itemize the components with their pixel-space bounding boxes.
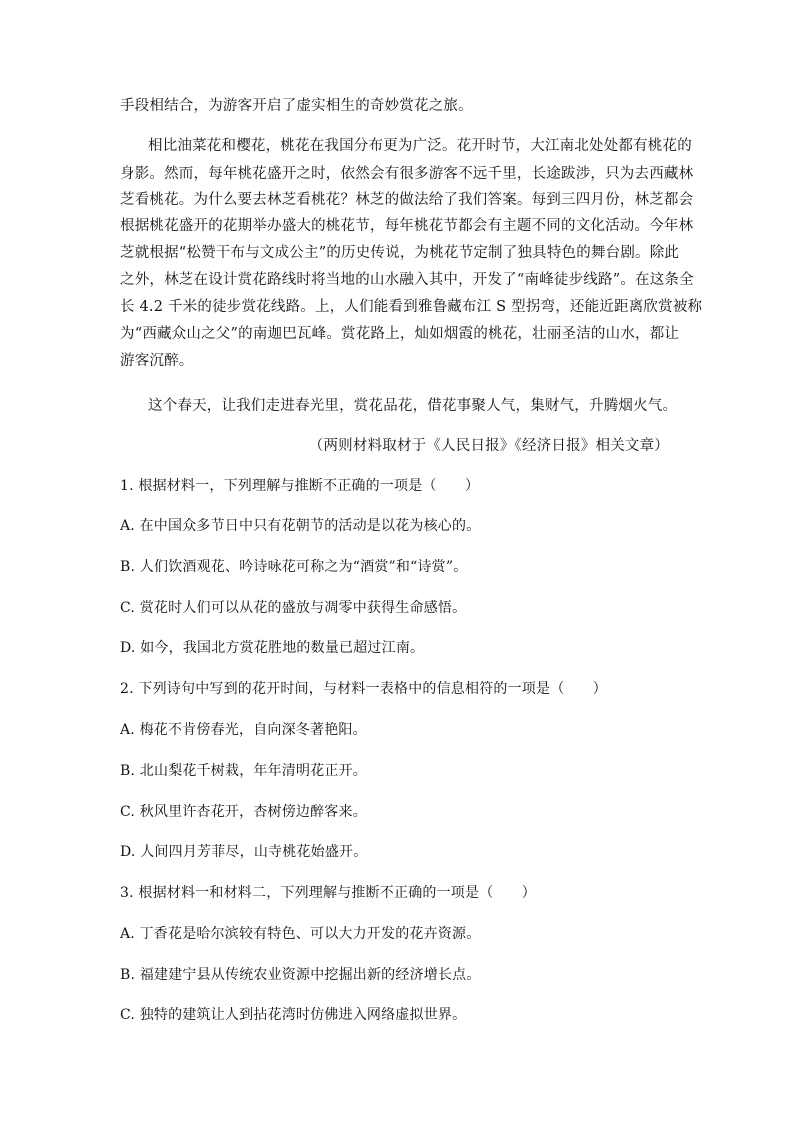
paragraph-line: 长 4.2 千米的徒步赏花线路。上，人们能看到雅鲁藏布江 S 型拐弯，还能近距离欣赏被称 (120, 299, 703, 315)
paragraph-line: 芝就根据“松赞干布与文成公主”的历史传说，为桃花节定制了独具特色的舞台剧。除此 (120, 245, 680, 261)
option-d: D. 如今，我国北方赏花胜地的数量已超过江南。 (120, 640, 425, 656)
question-stem: 2. 下列诗句中写到的花开时间，与材料一表格中的信息相符的一项是（ ） (120, 681, 608, 697)
paragraph-line: 手段相结合，为游客开启了虚实相生的奇妙赏花之旅。 (120, 98, 473, 114)
option-a: A. 梅花不肯傍春光，自向深冬著艳阳。 (120, 722, 367, 738)
option-b: B. 北山梨花千树栽，年年清明花正开。 (120, 763, 367, 779)
option-a: A. 丁香花是哈尔滨较有特色、可以大力开发的花卉资源。 (120, 926, 481, 942)
option-b: B. 人们饮酒观花、吟诗咏花可称之为“酒赏”和“诗赏”。 (120, 559, 468, 575)
option-c: C. 赏花时人们可以从花的盛放与凋零中获得生命感悟。 (120, 600, 467, 616)
paragraph-line: 相比油菜花和樱花，桃花在我国分布更为广泛。花开时节，大江南北处处都有桃花的 (148, 138, 692, 154)
question-stem: 1. 根据材料一，下列理解与推断不正确的一项是（ ） (120, 478, 480, 494)
option-c: C. 独特的建筑让人到拈花湾时仿佛进入网络虚拟世界。 (120, 1007, 467, 1023)
question-stem: 3. 根据材料一和材料二，下列理解与推断不正确的一项是（ ） (120, 885, 537, 901)
paragraph-line: 为“西藏众山之父”的南迦巴瓦峰。赏花路上，灿如烟霞的桃花，壮丽圣洁的山水，都让 (120, 326, 680, 342)
paragraph-line: 芝看桃花。为什么要去林芝看桃花？林芝的做法给了我们答案。每到三四月份，林芝都会 (120, 192, 694, 208)
paragraph-line: 之外，林芝在设计赏花路线时将当地的山水融入其中，开发了“南峰徒步线路”。在这条全 (120, 272, 694, 288)
option-c: C. 秋风里许杏花开，杏树傍边醉客来。 (120, 804, 367, 820)
paragraph-line: 根据桃花盛开的花期举办盛大的桃花节，每年桃花节都会有主题不同的文化活动。今年林 (120, 218, 694, 234)
option-a: A. 在中国众多节日中只有花朝节的活动是以花为核心的。 (120, 518, 481, 534)
paragraph-line: 游客沉醉。 (120, 353, 194, 369)
option-b: B. 福建建宁县从传统农业资源中挖掘出新的经济增长点。 (120, 967, 481, 983)
source-note: （两则材料取材于《人民日报》《经济日报》相关文章） (308, 438, 669, 454)
paragraph-line: 这个春天，让我们走进春光里，赏花品花，借花事聚人气，集财气，升腾烟火气。 (148, 398, 678, 414)
paragraph-line: 身影。然而，每年桃花盛开之时，依然会有很多游客不远千里，长途跋涉，只为去西藏林 (120, 166, 694, 182)
option-d: D. 人间四月芳菲尽，山寺桃花始盛开。 (120, 844, 368, 860)
